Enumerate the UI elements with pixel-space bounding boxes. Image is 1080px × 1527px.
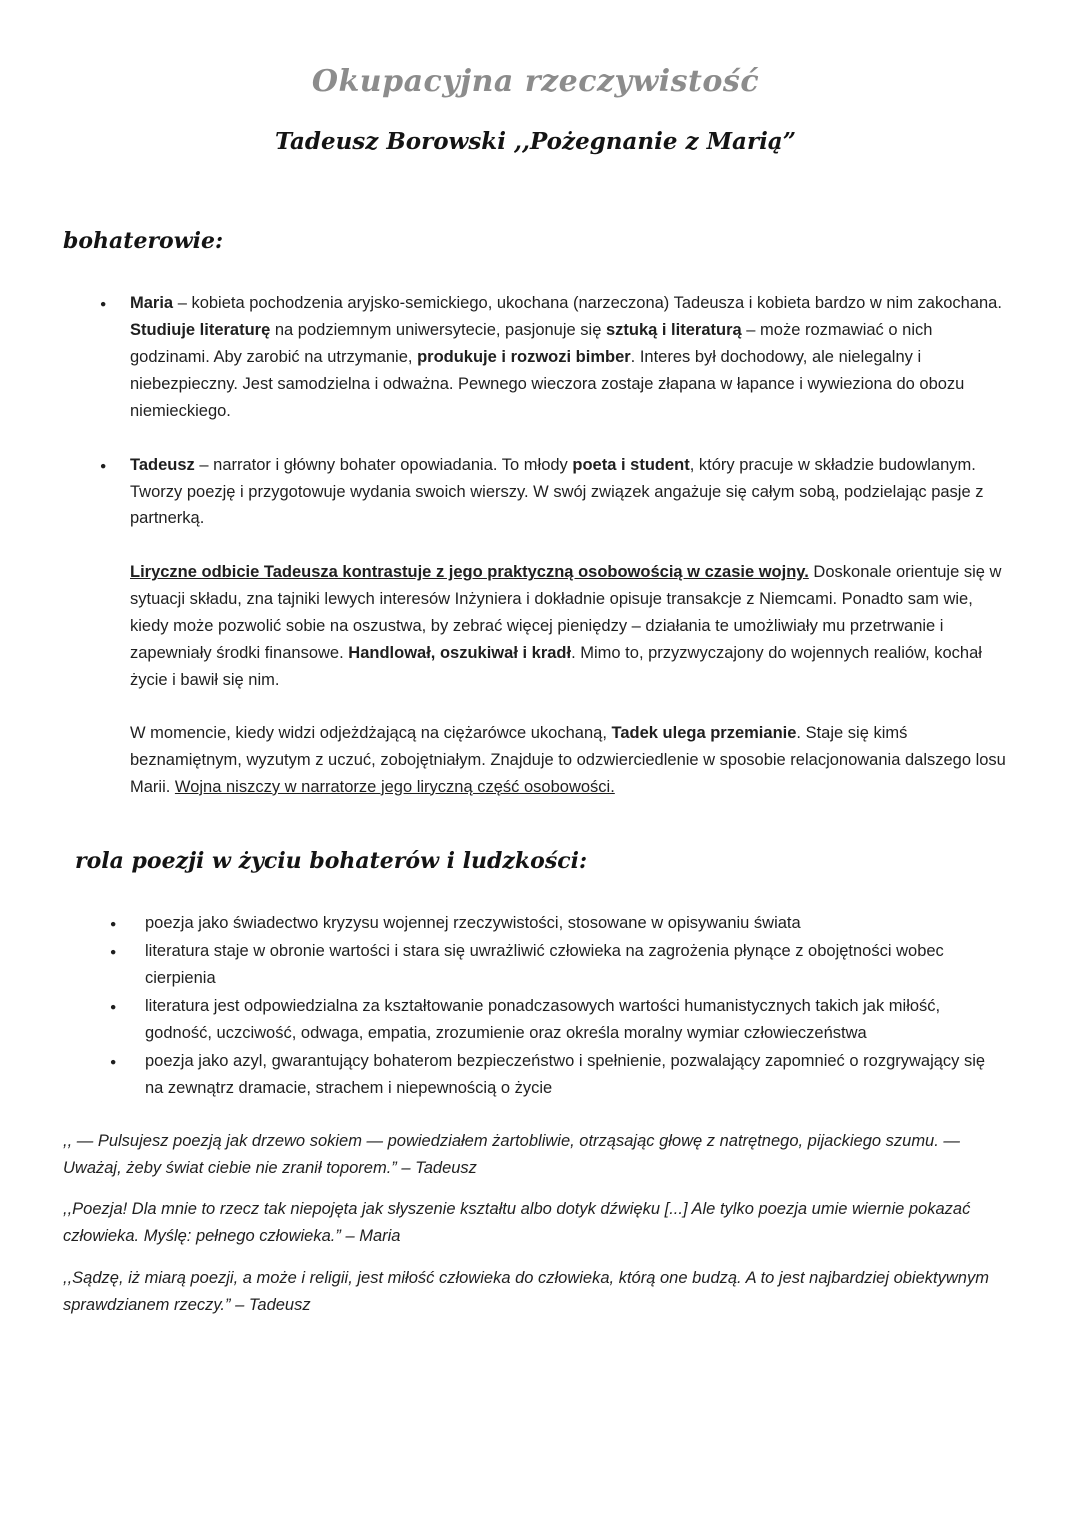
quote-tadeusz-1: ,, — Pulsujesz poezją jak drzewo sokiem — powiedziałem żartobliwie, otrząsając głowę z natrętnego, pijackiego szumu. — Uważaj, żeby świat ciebie nie zranił toporem.” – Tadeusz — [63, 1131, 960, 1177]
paragraph-transformation: W momencie, kiedy widzi odjeżdżającą na ciężarówce ukochaną, Tadek ulega przemianie. Staje się kimś beznamiętnym, wyzutym z uczuć, zobojętniałym. Znajduje to odzwierciedlenie w sposobie relacjonowania dalszego losu Marii. Wojna niszczy w narratorze jego liryczną część osobowości. — [130, 723, 1006, 796]
list-item — [110, 938, 1008, 992]
bullet-icon — [110, 939, 145, 966]
bullet-icon — [100, 291, 130, 318]
document-subtitle: Tadeusz Borowski ,,Pożegnanie z Marią” — [275, 127, 796, 155]
section-heading-characters: bohaterowie: — [63, 228, 224, 255]
paragraph-lyrical-contrast: Liryczne odbicie Tadeusza kontrastuje z jego praktyczną osobowością w czasie wojny. Doskonale orientuje się w sytuacji składu, zna tajniki lewych interesów Inżyniera i dokładnie opisuje transakcje z Niemcami. Ponadto sam wie, kiedy może pozwolić sobie na oszustwa, by zebrać więcej pieniędzy – działania te umożliwiały mu przetrwanie i zapewniały środki finansowe. Handlował, oszukiwał i kradł. Mimo to, przyzwyczajony do wojennych realiów, kochał życie i bawił się nim. — [130, 563, 1002, 689]
poetry-role-list — [110, 910, 1008, 1101]
bullet-icon — [100, 453, 130, 480]
list-item-text: poezja jako azyl, gwarantujący bohaterom bezpieczeństwo i spełnienie, pozwalający zapomnieć o rozgrywający się na zewnątrz dramacie, strachem i niepewnością o życie — [145, 1051, 986, 1097]
quote-tadeusz-2: ,,Sądzę, iż miarą poezji, a może i religii, jest miłość człowieka do człowieka, którą one budzą. A to jest najbardziej obiektywnym sprawdzianem rzeczy.” – Tadeusz — [63, 1269, 989, 1315]
list-item — [110, 993, 1008, 1047]
list-item-text: literatura staje w obronie wartości i stara się uwrażliwić człowieka na zagrożenia płynące z obojętności wobec cierpienia — [145, 942, 944, 988]
document-title: Okupacyjna rzeczywistość — [311, 64, 760, 99]
list-item-text: literatura jest odpowiedzialna za kształtowanie ponadczasowych wartości humanistycznych takich jak miłość, godność, uczciwość, odwaga, empatia, zrozumienie oraz określa moralny wymiar człowieczeństwa — [145, 997, 941, 1043]
list-item — [110, 910, 1008, 937]
list-item-text: Tadeusz – narrator i główny bohater opowiadania. To młody poeta i student, który pracuje w składzie budowlanym. Tworzy poezję i przygotowuje wydania swoich wierszy. W swój związek angażuje się całym sobą, podzielając pasje z partnerką. — [130, 455, 984, 528]
bullet-icon — [110, 994, 145, 1021]
section-heading-poetry-role: rola poezji w życiu bohaterów i ludzkości: — [75, 848, 588, 875]
list-item-maria — [100, 290, 1008, 424]
quote-maria: ,,Poezja! Dla mnie to rzecz tak niepojęta jak słyszenie kształtu albo dotyk dźwięku [...] Ale tylko poezja umie wiernie pokazać człowieka. Myślę: pełnego człowieka.” – Maria — [63, 1200, 971, 1246]
list-item-tadeusz — [100, 452, 1008, 533]
bullet-icon — [110, 911, 145, 938]
list-item-text: Maria – kobieta pochodzenia aryjsko-semickiego, ukochana (narzeczona) Tadeusza i kobieta bardzo w nim zakochana. Studiuje literaturę na podziemnym uniwersytecie, pasjonuje się sztuką i literaturą – może rozmawiać o nich godzinami. Aby zarobić na utrzymanie, produkuje i rozwozi bimber. Interes był dochodowy, ale nielegalny i niebezpieczny. Jest samodzielna i odważna. Pewnego wieczora zostaje złapana w łapance i wywieziona do obozu niemieckiego. — [130, 294, 1002, 420]
characters-list — [100, 290, 1008, 532]
bullet-icon — [110, 1049, 145, 1076]
list-item-text: poezja jako świadectwo kryzysu wojennej rzeczywistości, stosowane w opisywaniu świata — [145, 914, 801, 933]
list-item — [110, 1048, 1008, 1102]
